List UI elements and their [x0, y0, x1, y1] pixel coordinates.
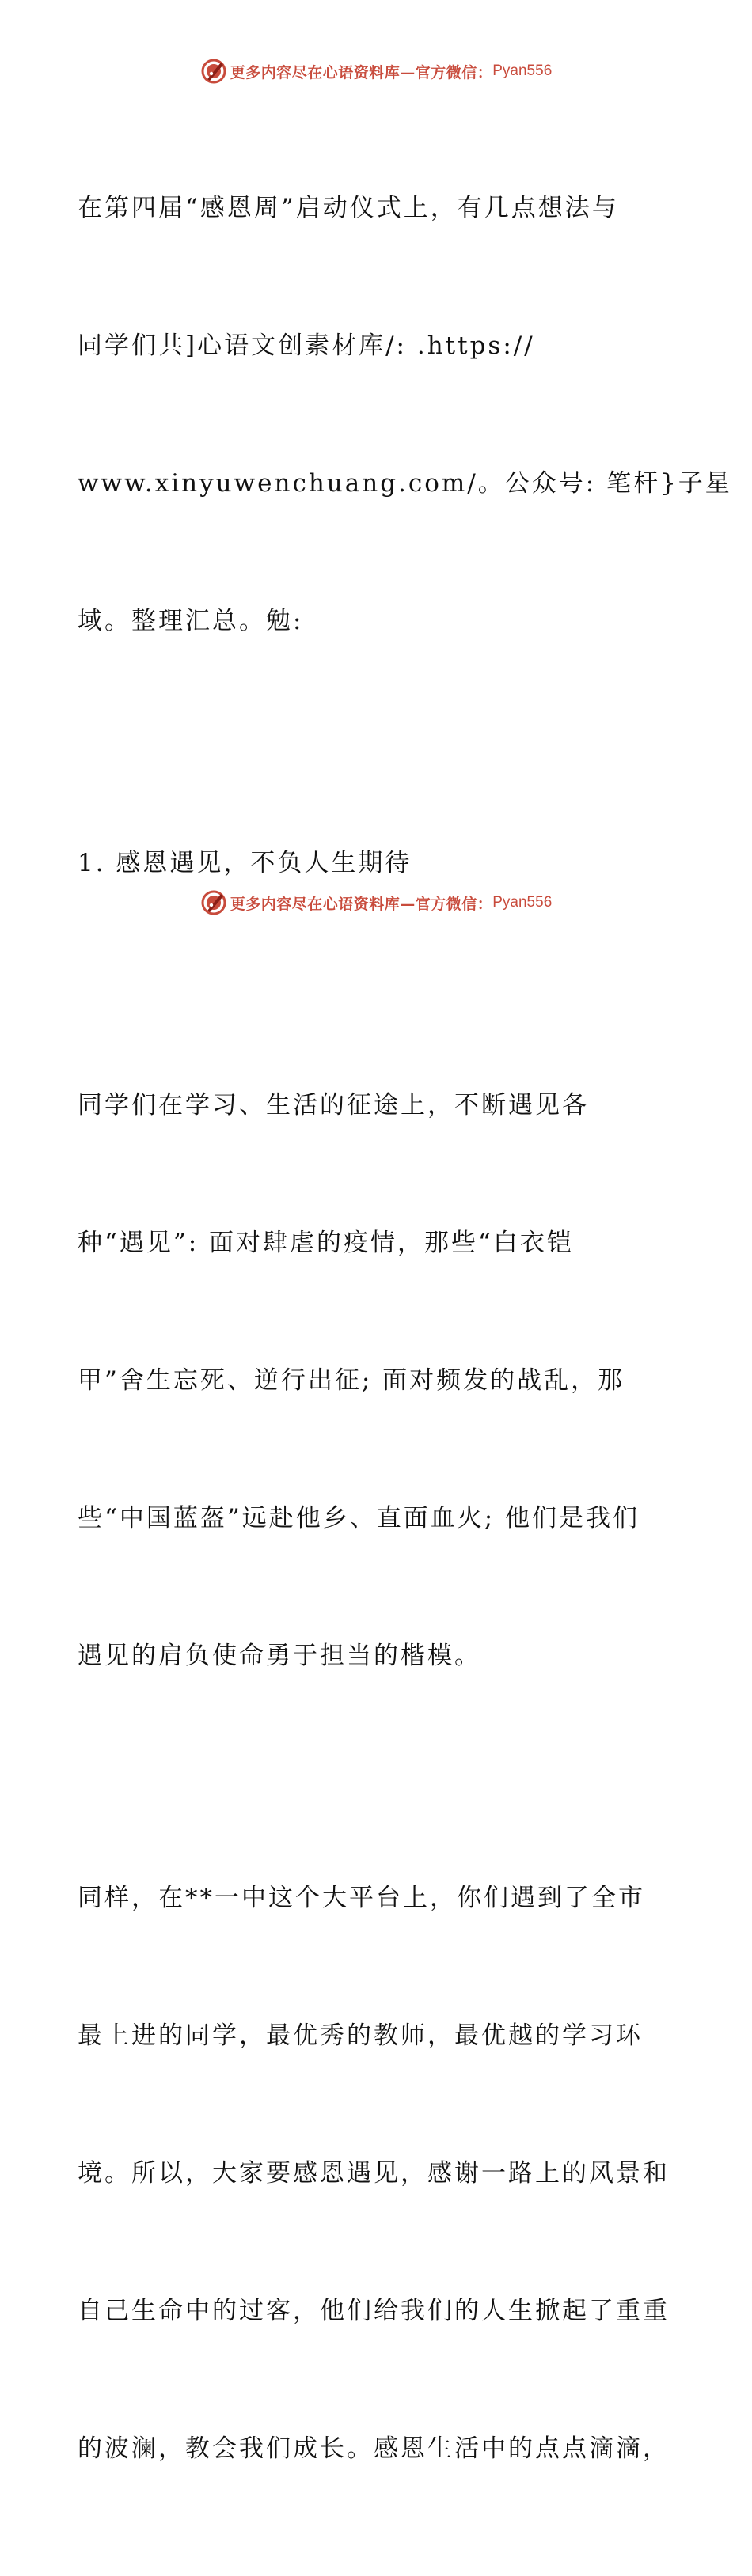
document-body	[78, 93, 732, 2576]
text-line: 最上进的同学，最优秀的教师，最优越的学习环	[78, 2021, 643, 2050]
text-line: 些“中国蓝盔”远赴他乡、直面血火; 他们是我们	[78, 1504, 640, 1532]
section-heading-1	[78, 748, 679, 978]
text-line: 遇见的肩负使命勇于担当的楷模。	[78, 1642, 481, 1670]
watermark-wechat-id: Pyan556	[492, 894, 553, 911]
header-watermark	[0, 55, 752, 87]
footer-watermark	[0, 887, 752, 919]
paragraph-intro	[78, 93, 732, 736]
text-line: 域。整理汇总。勉:	[78, 607, 304, 635]
text-line: 同学们在学习、生活的征途上，不断遇见各	[78, 1091, 589, 1119]
text-line: 甲”舍生忘死、逆行出征; 面对频发的战乱，那	[78, 1366, 625, 1395]
paragraph-school	[78, 1783, 679, 2563]
watermark-wechat-id: Pyan556	[492, 63, 553, 79]
text-line: 自己生命中的过客，他们给我们的人生掀起了重重	[78, 2297, 670, 2325]
text-line: 境。所以，大家要感恩遇见，感谢一路上的风景和	[78, 2159, 670, 2188]
text-line: www.xinyuwenchuang.com/。公众号: 笔杆}子星	[78, 469, 732, 498]
paragraph-encounters	[78, 991, 679, 1771]
text-line: 种“遇见”: 面对肆虐的疫情，那些“白衣铠	[78, 1229, 574, 1257]
watermark-text: 更多内容尽在心语资料库—官方微信：	[230, 63, 493, 81]
text-line: 的波澜，教会我们成长。感恩生活中的点点滴滴，	[78, 2434, 670, 2463]
quill-pen-logo-icon	[200, 58, 227, 85]
watermark-text: 更多内容尽在心语资料库—官方微信：	[230, 895, 493, 913]
text-line: 同样，在**一中这个大平台上，你们遇到了全市	[78, 1884, 645, 1912]
quill-pen-logo-icon	[200, 889, 227, 916]
text-line: 同学们共]心语文创素材库/: .https://	[78, 331, 535, 360]
section-heading-text: 1. 感恩遇见，不负人生期待	[78, 849, 412, 877]
text-line: 在第四届“感恩周”启动仪式上，有几点想法与	[78, 194, 619, 222]
